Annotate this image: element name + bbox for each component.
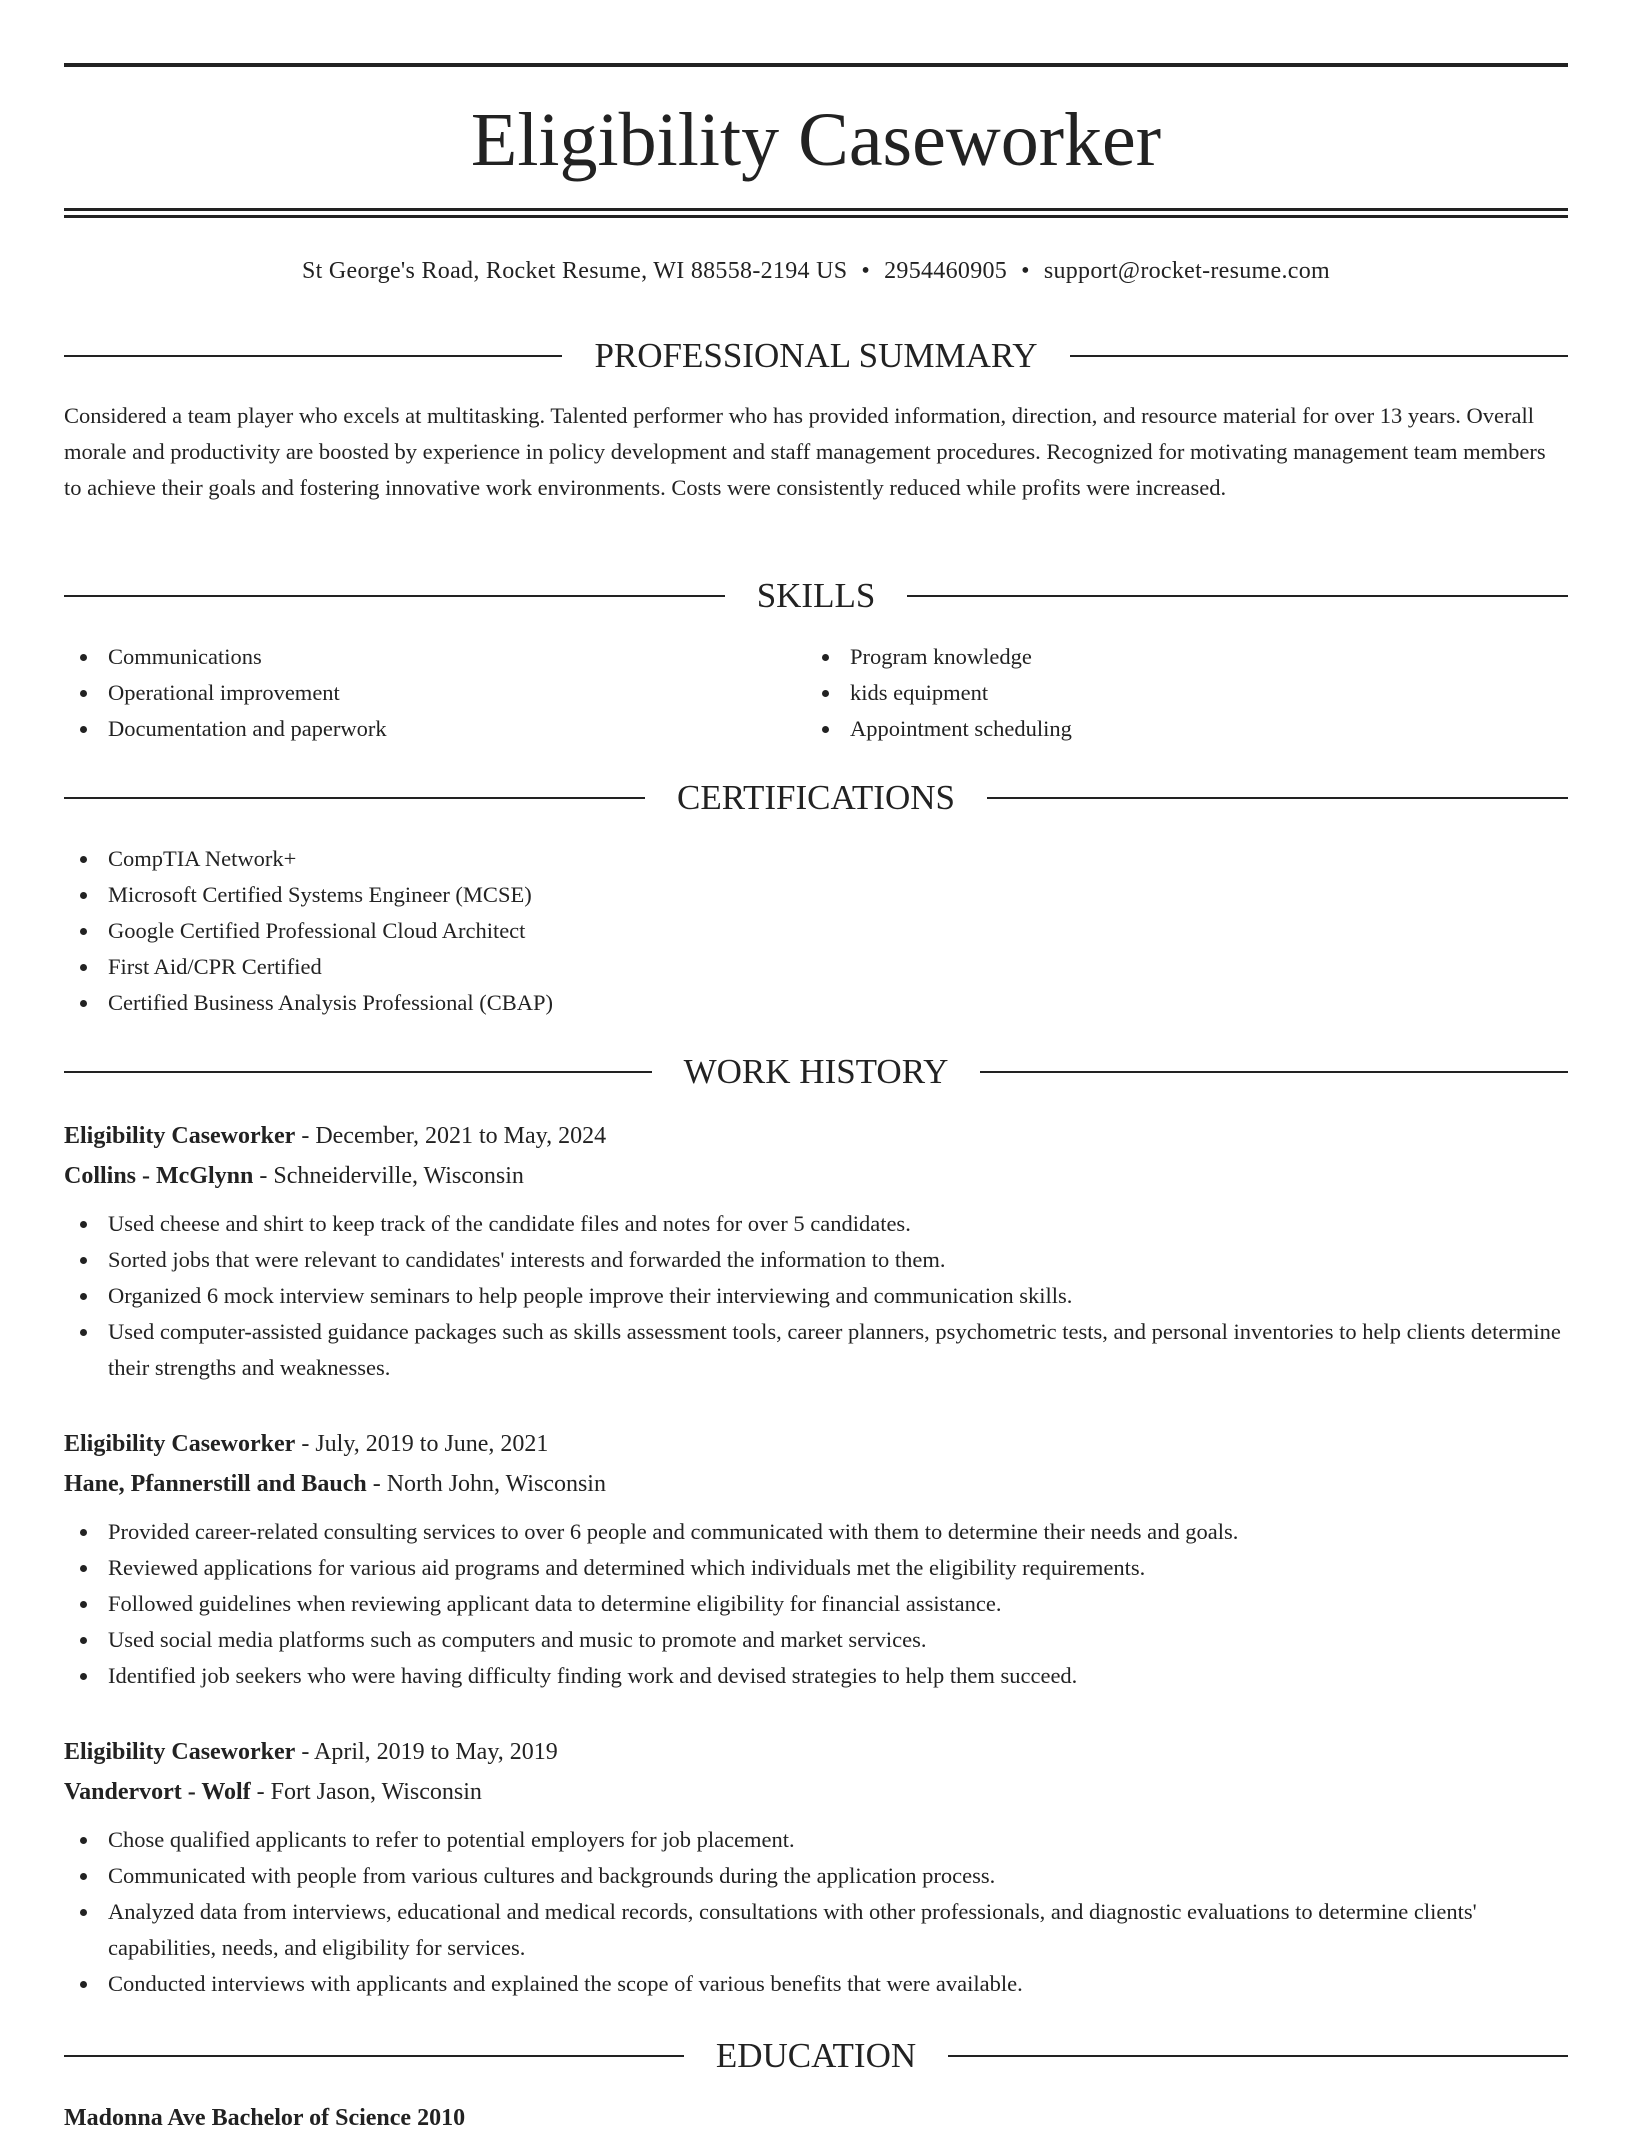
section-divider-left — [64, 1071, 652, 1073]
job-company-line — [64, 1156, 1568, 1196]
job-company-line — [64, 1772, 1568, 1812]
job-location: - North John, Wisconsin — [366, 1471, 606, 1497]
job-title-line — [64, 1424, 1568, 1464]
job-dates: - April, 2019 to May, 2019 — [295, 1739, 558, 1765]
section-header-skills — [64, 576, 1568, 616]
job-dates: - July, 2019 to June, 2021 — [295, 1431, 549, 1457]
certification-item: CompTIA Network+ — [64, 841, 1568, 877]
section-title-skills: SKILLS — [756, 576, 876, 615]
certification-item: First Aid/CPR Certified — [64, 949, 1568, 985]
section-divider-left — [64, 797, 645, 799]
contact-phone: 2954460905 — [884, 258, 1008, 284]
section-title-summary: PROFESSIONAL SUMMARY — [594, 336, 1038, 375]
job-position: Eligibility Caseworker — [64, 1739, 296, 1765]
job-bullet: Communicated with people from various cultures and backgrounds during the application process. — [64, 1858, 1568, 1894]
certification-item: Google Certified Professional Cloud Architect — [64, 913, 1568, 949]
job-company: Hane, Pfannerstill and Bauch — [64, 1471, 367, 1497]
job-bullet: Sorted jobs that were relevant to candidates' interests and forwarded the information to them. — [64, 1242, 1568, 1278]
contact-separator: • — [1021, 258, 1030, 284]
skill-item: Communications — [64, 639, 806, 675]
section-header-summary — [64, 336, 1568, 376]
job-bullet: Used social media platforms such as computers and music to promote and market services. — [64, 1622, 1568, 1658]
skill-item: Appointment scheduling — [806, 711, 1548, 747]
skill-item: kids equipment — [806, 675, 1548, 711]
job-position: Eligibility Caseworker — [64, 1431, 296, 1457]
section-title-certifications: CERTIFICATIONS — [677, 778, 955, 817]
header-top-rule — [64, 63, 1568, 67]
job-title-line — [64, 1732, 1568, 1772]
certification-item: Certified Business Analysis Professional (CBAP) — [64, 985, 1568, 1021]
section-divider-right — [980, 1071, 1568, 1073]
job-bullet: Identified job seekers who were having difficulty finding work and devised strategies to help them succeed. — [64, 1658, 1568, 1694]
section-divider-right — [1070, 355, 1568, 357]
job-dates: - December, 2021 to May, 2024 — [295, 1123, 607, 1149]
job-company: Vandervort - Wolf — [64, 1779, 251, 1805]
header-bottom-rule — [64, 208, 1568, 211]
section-divider-right — [948, 2055, 1568, 2057]
job-bullet: Provided career-related consulting services to over 6 people and communicated with them to determine their needs and goals. — [64, 1514, 1568, 1550]
job-company-line — [64, 1464, 1568, 1504]
job-bullet: Organized 6 mock interview seminars to help people improve their interviewing and communication skills. — [64, 1278, 1568, 1314]
certification-item: Microsoft Certified Systems Engineer (MCSE) — [64, 877, 1568, 913]
job-title-line — [64, 1116, 1568, 1156]
certifications-list — [64, 841, 1568, 1021]
section-divider-left — [64, 2055, 684, 2057]
job-bullets — [64, 1206, 1568, 1386]
education-entry: Madonna Ave Bachelor of Science 2010 — [64, 2105, 466, 2131]
header-bottom-rule-second — [64, 215, 1568, 218]
skills-column-right — [806, 639, 1548, 747]
skills-list — [64, 639, 1568, 747]
job-entry — [64, 1732, 1568, 2002]
skill-item: Operational improvement — [64, 675, 806, 711]
job-bullet: Chose qualified applicants to refer to potential employers for job placement. — [64, 1822, 1568, 1858]
contact-email: support@rocket-resume.com — [1043, 258, 1330, 284]
section-title-work-history: WORK HISTORY — [683, 1052, 949, 1091]
job-bullet: Reviewed applications for various aid programs and determined which individuals met the eligibility requirements. — [64, 1550, 1568, 1586]
section-divider-left — [64, 355, 562, 357]
job-company: Collins - McGlynn — [64, 1163, 254, 1189]
section-header-certifications — [64, 778, 1568, 818]
contact-separator: • — [861, 258, 871, 284]
section-title-education: EDUCATION — [715, 2036, 917, 2075]
section-divider-right — [987, 797, 1568, 799]
job-entry — [64, 1424, 1568, 1694]
job-bullet: Used cheese and shirt to keep track of the candidate files and notes for over 5 candidates. — [64, 1206, 1568, 1242]
contact-line — [64, 254, 1568, 288]
skill-item: Documentation and paperwork — [64, 711, 806, 747]
job-bullets — [64, 1822, 1568, 2002]
summary-paragraph: Considered a team player who excels at multitasking. Talented performer who has provided information, direction, and resource material for over 13 years. Overall morale and productivity are boosted by experience in policy development and staff management procedures. Recognized for motivating management team members to achieve their goals and fostering innovative work environments. Costs were consistently reduced while profits were increased. — [64, 403, 1546, 500]
job-bullet: Followed guidelines when reviewing applicant data to determine eligibility for financial assistance. — [64, 1586, 1568, 1622]
job-entry — [64, 1116, 1568, 1386]
section-header-education — [64, 2036, 1568, 2076]
job-location: - Schneiderville, Wisconsin — [253, 1163, 524, 1189]
job-bullet: Analyzed data from interviews, educational and medical records, consultations with other professionals, and diagnostic evaluations to determine clients' capabilities, needs, and eligibility for services. — [64, 1894, 1568, 1966]
section-divider-right — [907, 595, 1568, 597]
contact-address: St George's Road, Rocket Resume, WI 88558-2194 US — [301, 258, 848, 284]
skill-item: Program knowledge — [806, 639, 1548, 675]
job-position: Eligibility Caseworker — [64, 1123, 296, 1149]
section-divider-left — [64, 595, 725, 597]
job-location: - Fort Jason, Wisconsin — [250, 1779, 482, 1805]
job-bullets — [64, 1514, 1568, 1694]
job-bullet: Used computer-assisted guidance packages such as skills assessment tools, career planners, psychometric tests, and personal inventories to help clients determine their strengths and weaknesses. — [64, 1314, 1568, 1386]
skills-column-left — [64, 639, 806, 747]
resume-title: Eligibility Caseworker — [470, 98, 1162, 182]
section-header-work-history — [64, 1052, 1568, 1092]
job-bullet: Conducted interviews with applicants and explained the scope of various benefits that were available. — [64, 1966, 1568, 2002]
